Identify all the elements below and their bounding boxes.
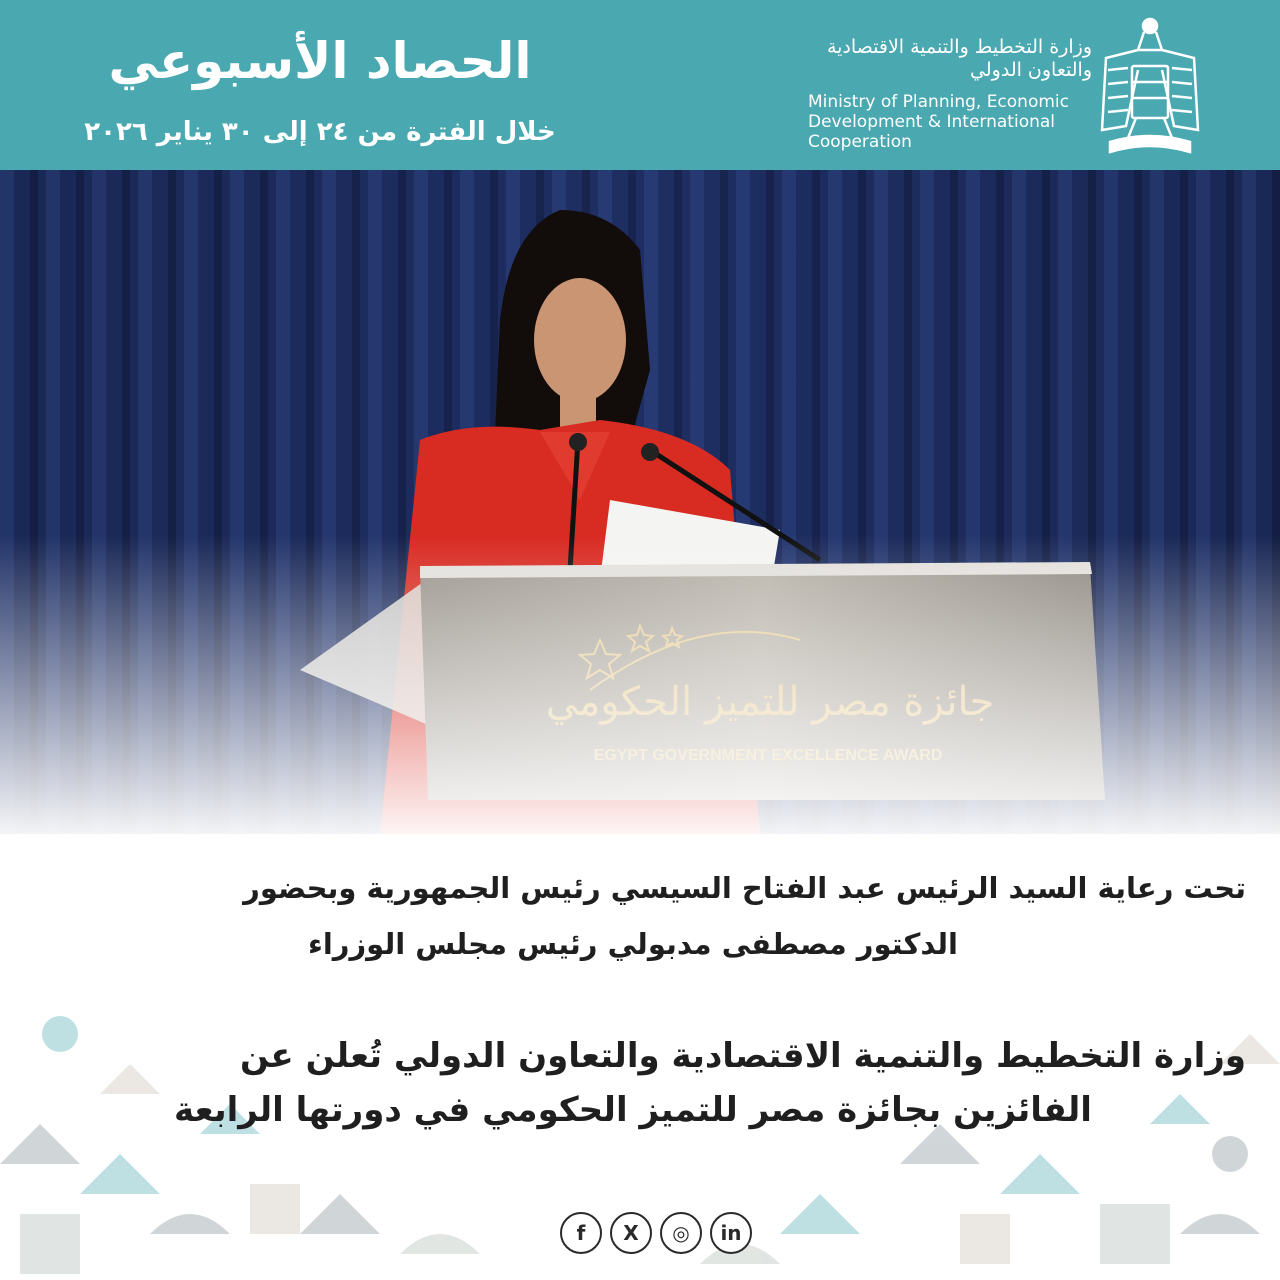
- headline-line2: الفائزين بجائزة مصر للتميز الحكومي في دورتها الرابعة: [174, 1090, 1092, 1130]
- event-photo: [0, 170, 1280, 834]
- ministry-name-en: [808, 92, 1098, 152]
- speaker-at-podium-image: [0, 170, 1280, 834]
- ministry-name-en-line1: Ministry of Planning, Economic: [808, 92, 1069, 112]
- ministry-name-ar-line1: وزارة التخطيط والتنمية الاقتصادية: [826, 36, 1092, 58]
- period-subtitle: خلال الفترة من ٢٤ إلى ٣٠ يناير ٢٠٢٦: [84, 117, 556, 147]
- facebook-icon[interactable]: f: [560, 1212, 602, 1254]
- headline-line1: وزارة التخطيط والتنمية الاقتصادية والتعاون الدولي تُعلن عن: [239, 1036, 1246, 1076]
- body-line-patronage: تحت رعاية السيد الرئيس عبد الفتاح السيسي رئيس الجمهورية وبحضور: [243, 871, 1246, 905]
- linkedin-icon[interactable]: in: [710, 1212, 752, 1254]
- header-banner: [0, 0, 1280, 170]
- egypt-eagle-emblem-icon: [1098, 10, 1202, 158]
- instagram-icon[interactable]: ◎: [660, 1212, 702, 1254]
- social-links: [560, 1212, 752, 1254]
- ministry-name-ar: [800, 36, 1092, 82]
- page-title: الحصاد الأسبوعي: [108, 32, 532, 90]
- x-icon[interactable]: X: [610, 1212, 652, 1254]
- ministry-name-ar-line2: والتعاون الدولي: [970, 59, 1092, 81]
- ministry-name-en-line3: Cooperation: [808, 132, 912, 152]
- body-line-attendance: الدكتور مصطفى مدبولي رئيس مجلس الوزراء: [308, 927, 958, 961]
- ministry-name-en-line2: Development & International: [808, 112, 1056, 132]
